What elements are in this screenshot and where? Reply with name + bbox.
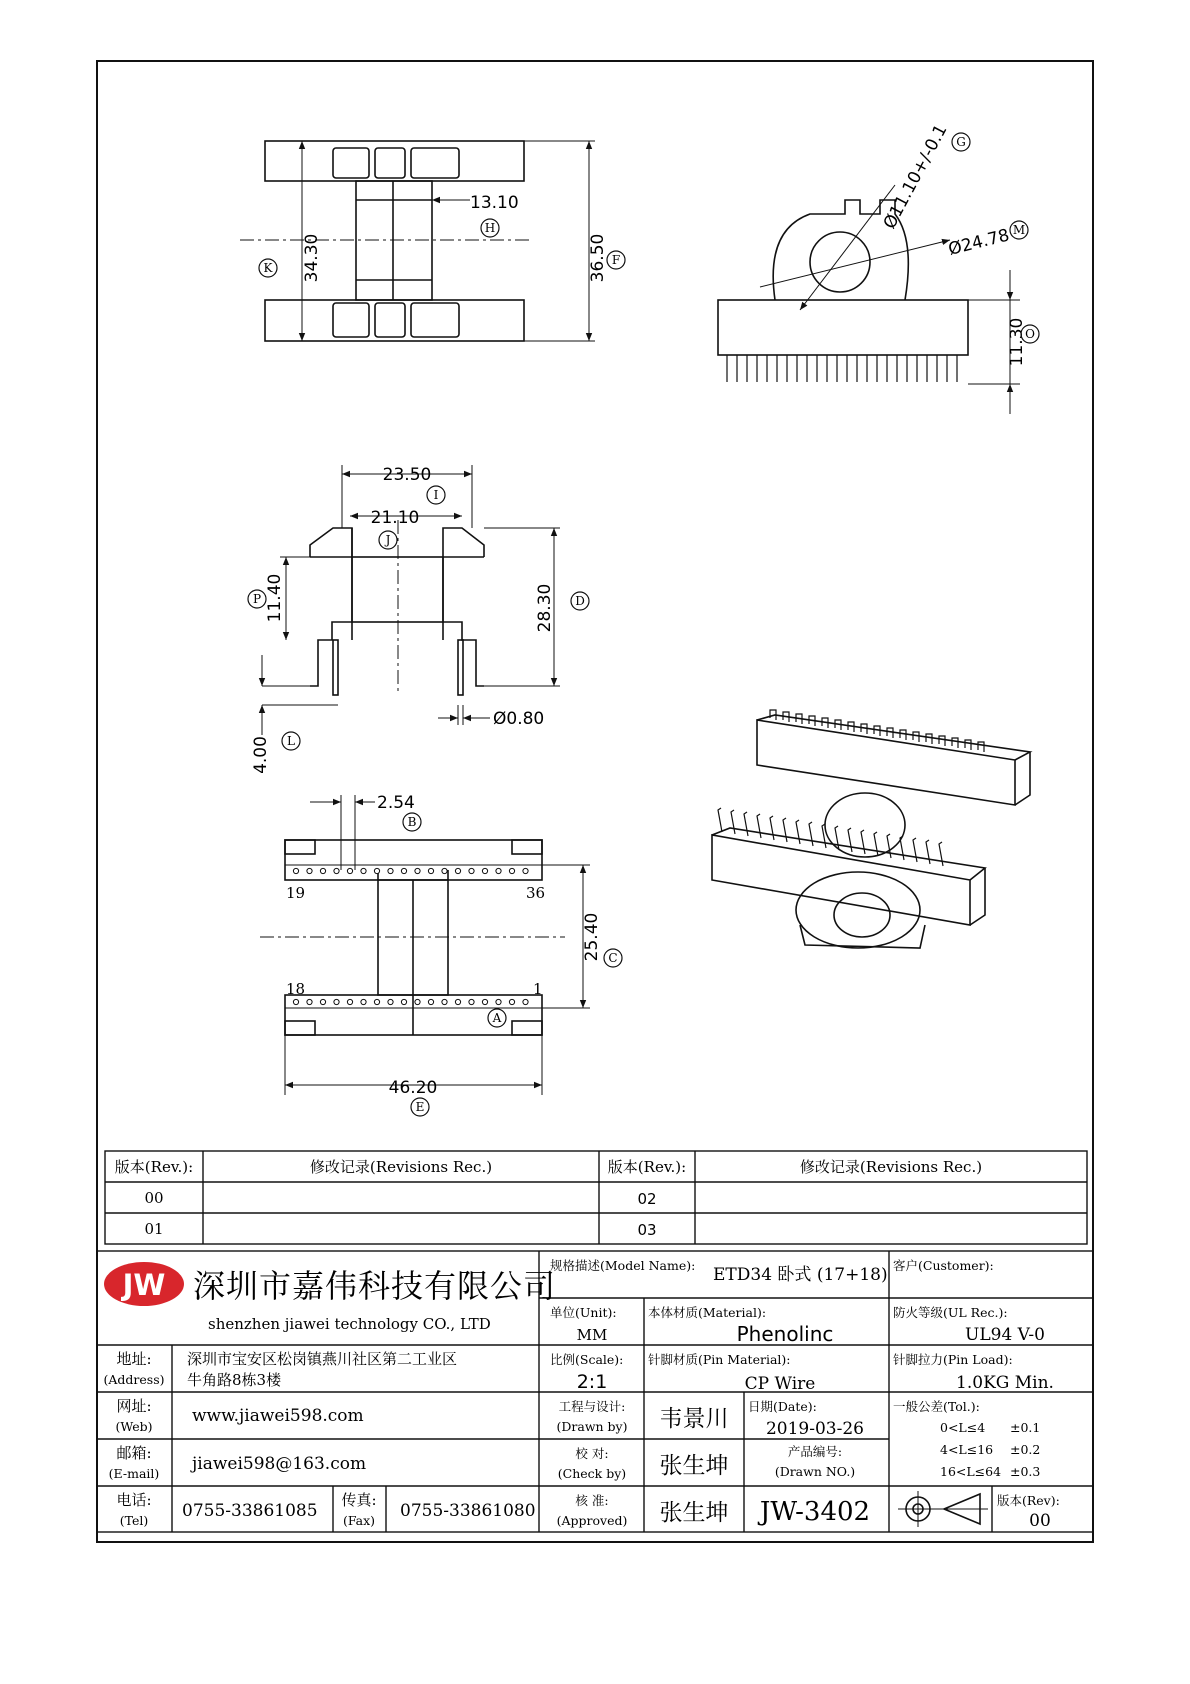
marker-i: I	[433, 488, 439, 502]
pin-hole	[523, 999, 528, 1004]
iso-pin	[887, 834, 891, 858]
view-side-top	[240, 141, 595, 341]
pin-hole	[347, 999, 352, 1004]
date-label: 日期(Date):	[748, 1399, 817, 1414]
rev-row-1-left: 00	[144, 1189, 164, 1207]
projection-symbol-icon	[898, 1491, 988, 1527]
pin-hole	[320, 868, 325, 873]
iso-pin	[939, 736, 945, 746]
pin-hole	[469, 999, 474, 1004]
pin-hole	[374, 999, 379, 1004]
tel-label-en: (Tel)	[119, 1513, 149, 1528]
pin-hole	[442, 868, 447, 873]
tol-3-value: ±0.3	[1010, 1464, 1041, 1479]
pin-load-label: 针脚拉力(Pin Load):	[893, 1352, 1013, 1367]
pin-hole	[401, 868, 406, 873]
email-label: 邮箱:	[116, 1444, 152, 1462]
pin-label-18: 18	[286, 980, 306, 998]
check-label: 校 对:	[575, 1446, 609, 1461]
address-label-en: (Address)	[103, 1372, 165, 1387]
iso-pin	[900, 730, 906, 740]
iso-pin	[783, 818, 787, 842]
dim-11-10: Ø11.10+/-0.1	[879, 121, 952, 233]
iso-pin	[848, 828, 852, 852]
website-link[interactable]: www.jiawei598.com	[192, 1406, 364, 1426]
pin-hole	[428, 868, 433, 873]
pin-material-value: CP Wire	[744, 1374, 816, 1394]
rev-value: 00	[1029, 1511, 1051, 1531]
company-logo	[104, 1262, 184, 1306]
email-label-en: (E-mail)	[108, 1466, 160, 1481]
model-label: 规格描述(Model Name):	[550, 1258, 696, 1273]
iso-pin	[900, 836, 904, 860]
approve-label-en: (Approved)	[556, 1513, 628, 1528]
iso-pin	[913, 838, 917, 862]
pin-hole	[401, 999, 406, 1004]
marker-o: O	[1025, 327, 1035, 341]
marker-g: G	[956, 135, 966, 149]
pin-hole	[469, 868, 474, 873]
marker-d: D	[575, 594, 585, 608]
iso-pin	[978, 742, 984, 752]
iso-pin	[809, 822, 813, 846]
view-front	[262, 465, 560, 735]
checked-by: 张生坤	[659, 1453, 729, 1479]
ul-value: UL94 V-0	[965, 1325, 1045, 1345]
dim-21-10: 21.10	[370, 508, 420, 528]
web-label: 网址:	[116, 1397, 152, 1415]
customer-label: 客户(Customer):	[893, 1258, 994, 1273]
check-label-en: (Check by)	[557, 1466, 627, 1481]
iso-pin	[874, 726, 880, 736]
model-value: ETD34 卧式 (17+18)	[713, 1265, 888, 1285]
dim-11-30: 11.30	[1007, 317, 1027, 367]
pin-hole	[374, 868, 379, 873]
rec-header-right: 修改记录(Revisions Rec.)	[799, 1158, 983, 1176]
unit-value: MM	[576, 1326, 608, 1344]
iso-pin	[965, 740, 971, 750]
dim-13-10: 13.10	[470, 193, 519, 213]
iso-pin	[939, 842, 943, 866]
rev-row-2-right: 03	[637, 1221, 657, 1239]
drawing-number: JW-3402	[759, 1497, 871, 1527]
drawing-no-label-en: (Drawn NO.)	[774, 1464, 856, 1479]
drawn-label-en: (Drawn by)	[556, 1419, 628, 1434]
dim-0-80: Ø0.80	[493, 709, 545, 729]
pin-label-1: 1	[533, 980, 543, 998]
pin-hole	[455, 868, 460, 873]
marker-e: E	[415, 1100, 425, 1114]
dim-24-78: Ø24.78	[946, 225, 1012, 260]
material-value: Phenolinc	[736, 1322, 834, 1346]
company-name-cn: 深圳市嘉伟科技有限公司	[193, 1267, 557, 1305]
dim-36-50: 36.50	[588, 233, 608, 283]
iso-pin	[796, 820, 800, 844]
pin-hole	[334, 999, 339, 1004]
pin-load-value: 1.0KG Min.	[956, 1373, 1054, 1393]
tol-1-range: 0<L≤4	[940, 1420, 986, 1435]
approved-by: 张生坤	[659, 1500, 729, 1526]
pin-hole	[496, 868, 501, 873]
pin-hole	[334, 868, 339, 873]
marker-b: B	[407, 815, 417, 829]
view-end	[718, 185, 1020, 414]
pin-hole	[482, 868, 487, 873]
web-label-en: (Web)	[115, 1419, 153, 1434]
tel-label: 电话:	[116, 1491, 152, 1509]
pin-hole	[523, 868, 528, 873]
marker-j: J	[385, 533, 391, 547]
dim-28-30: 28.30	[535, 583, 555, 633]
pin-hole	[415, 868, 420, 873]
email-link[interactable]: jiawei598@163.com	[192, 1454, 367, 1474]
tol-2-value: ±0.2	[1010, 1442, 1041, 1457]
marker-h: H	[484, 221, 496, 235]
ul-label: 防火等级(UL Rec.):	[893, 1305, 1008, 1320]
dim-11-40: 11.40	[265, 573, 285, 623]
address-line-2: 牛角路8栋3楼	[187, 1371, 282, 1389]
pin-hole	[293, 999, 298, 1004]
rev-label: 版本(Rev):	[997, 1493, 1060, 1508]
drawing-no-label: 产品编号:	[787, 1444, 843, 1459]
pin-hole	[307, 868, 312, 873]
marker-k: K	[263, 261, 273, 275]
dim-23-50: 23.50	[382, 465, 432, 485]
iso-pin	[744, 812, 748, 836]
rec-header-left: 修改记录(Revisions Rec.)	[309, 1158, 493, 1176]
pin-hole	[388, 999, 393, 1004]
marker-c: C	[608, 951, 618, 965]
marker-p: P	[252, 592, 262, 606]
iso-pin	[887, 728, 893, 738]
unit-label: 单位(Unit):	[550, 1305, 617, 1320]
pin-hole	[361, 868, 366, 873]
fax-label: 传真:	[341, 1491, 377, 1509]
rev-header-right: 版本(Rev.):	[607, 1158, 687, 1176]
dim-4-00: 4.00	[251, 736, 271, 774]
tel-value: 0755-33861085	[182, 1501, 318, 1521]
marker-f: F	[611, 253, 621, 267]
drawn-by: 韦景川	[659, 1406, 729, 1432]
iso-pin	[718, 808, 722, 832]
address-label: 地址:	[116, 1350, 152, 1368]
address-line-1: 深圳市宝安区松岗镇燕川社区第二工业区	[187, 1350, 458, 1368]
tol-3-range: 16<L≤64	[940, 1464, 1002, 1479]
iso-pin	[757, 814, 761, 838]
rev-row-1-right: 02	[637, 1190, 657, 1208]
pin-material-label: 针脚材质(Pin Material):	[648, 1352, 791, 1367]
scale-label: 比例(Scale):	[550, 1352, 624, 1367]
pin-hole	[496, 999, 501, 1004]
marker-a: A	[492, 1011, 502, 1025]
pin-hole	[293, 868, 298, 873]
pin-hole	[482, 999, 487, 1004]
pin-label-19: 19	[286, 884, 306, 902]
iso-pin	[926, 734, 932, 744]
iso-pin	[861, 830, 865, 854]
marker-l: L	[287, 734, 295, 748]
dim-2-54: 2.54	[377, 793, 415, 813]
date-value: 2019-03-26	[765, 1419, 865, 1439]
tol-1-value: ±0.1	[1010, 1420, 1041, 1435]
tolerance-label: 一般公差(Tol.):	[893, 1399, 980, 1414]
pin-hole	[347, 868, 352, 873]
scale-value: 2:1	[576, 1371, 608, 1393]
marker-letters	[253, 135, 1035, 1114]
pin-hole	[415, 999, 420, 1004]
iso-pin	[952, 738, 958, 748]
company-name-en: shenzhen jiawei technology CO., LTD	[208, 1315, 491, 1333]
pin-hole	[320, 999, 325, 1004]
rev-row-2-left: 01	[144, 1220, 164, 1238]
logo-text: JW	[122, 1268, 166, 1302]
rev-header-left: 版本(Rev.):	[114, 1158, 194, 1176]
view-bottom	[260, 795, 590, 1095]
marker-m: M	[1012, 223, 1026, 237]
material-label: 本体材质(Material):	[648, 1305, 767, 1320]
dim-25-40: 25.40	[582, 912, 602, 962]
iso-pin	[770, 816, 774, 840]
dim-34-30: 34.30	[302, 233, 322, 283]
pin-label-36: 36	[526, 884, 546, 902]
iso-pin	[926, 840, 930, 864]
approve-label: 核 准:	[575, 1493, 609, 1508]
iso-pin	[874, 832, 878, 856]
pin-hole	[307, 999, 312, 1004]
pin-hole	[442, 999, 447, 1004]
dim-46-20: 46.20	[388, 1078, 438, 1098]
fax-value: 0755-33861080	[400, 1501, 536, 1521]
fax-label-en: (Fax)	[342, 1513, 376, 1528]
pin-hole	[361, 999, 366, 1004]
tol-2-range: 4<L≤16	[940, 1442, 994, 1457]
pin-hole	[455, 999, 460, 1004]
pin-hole	[388, 868, 393, 873]
pin-hole	[428, 999, 433, 1004]
pin-hole	[509, 999, 514, 1004]
iso-pin	[913, 732, 919, 742]
pin-hole	[509, 868, 514, 873]
iso-pin	[731, 810, 735, 834]
drawn-label: 工程与设计:	[558, 1399, 626, 1414]
